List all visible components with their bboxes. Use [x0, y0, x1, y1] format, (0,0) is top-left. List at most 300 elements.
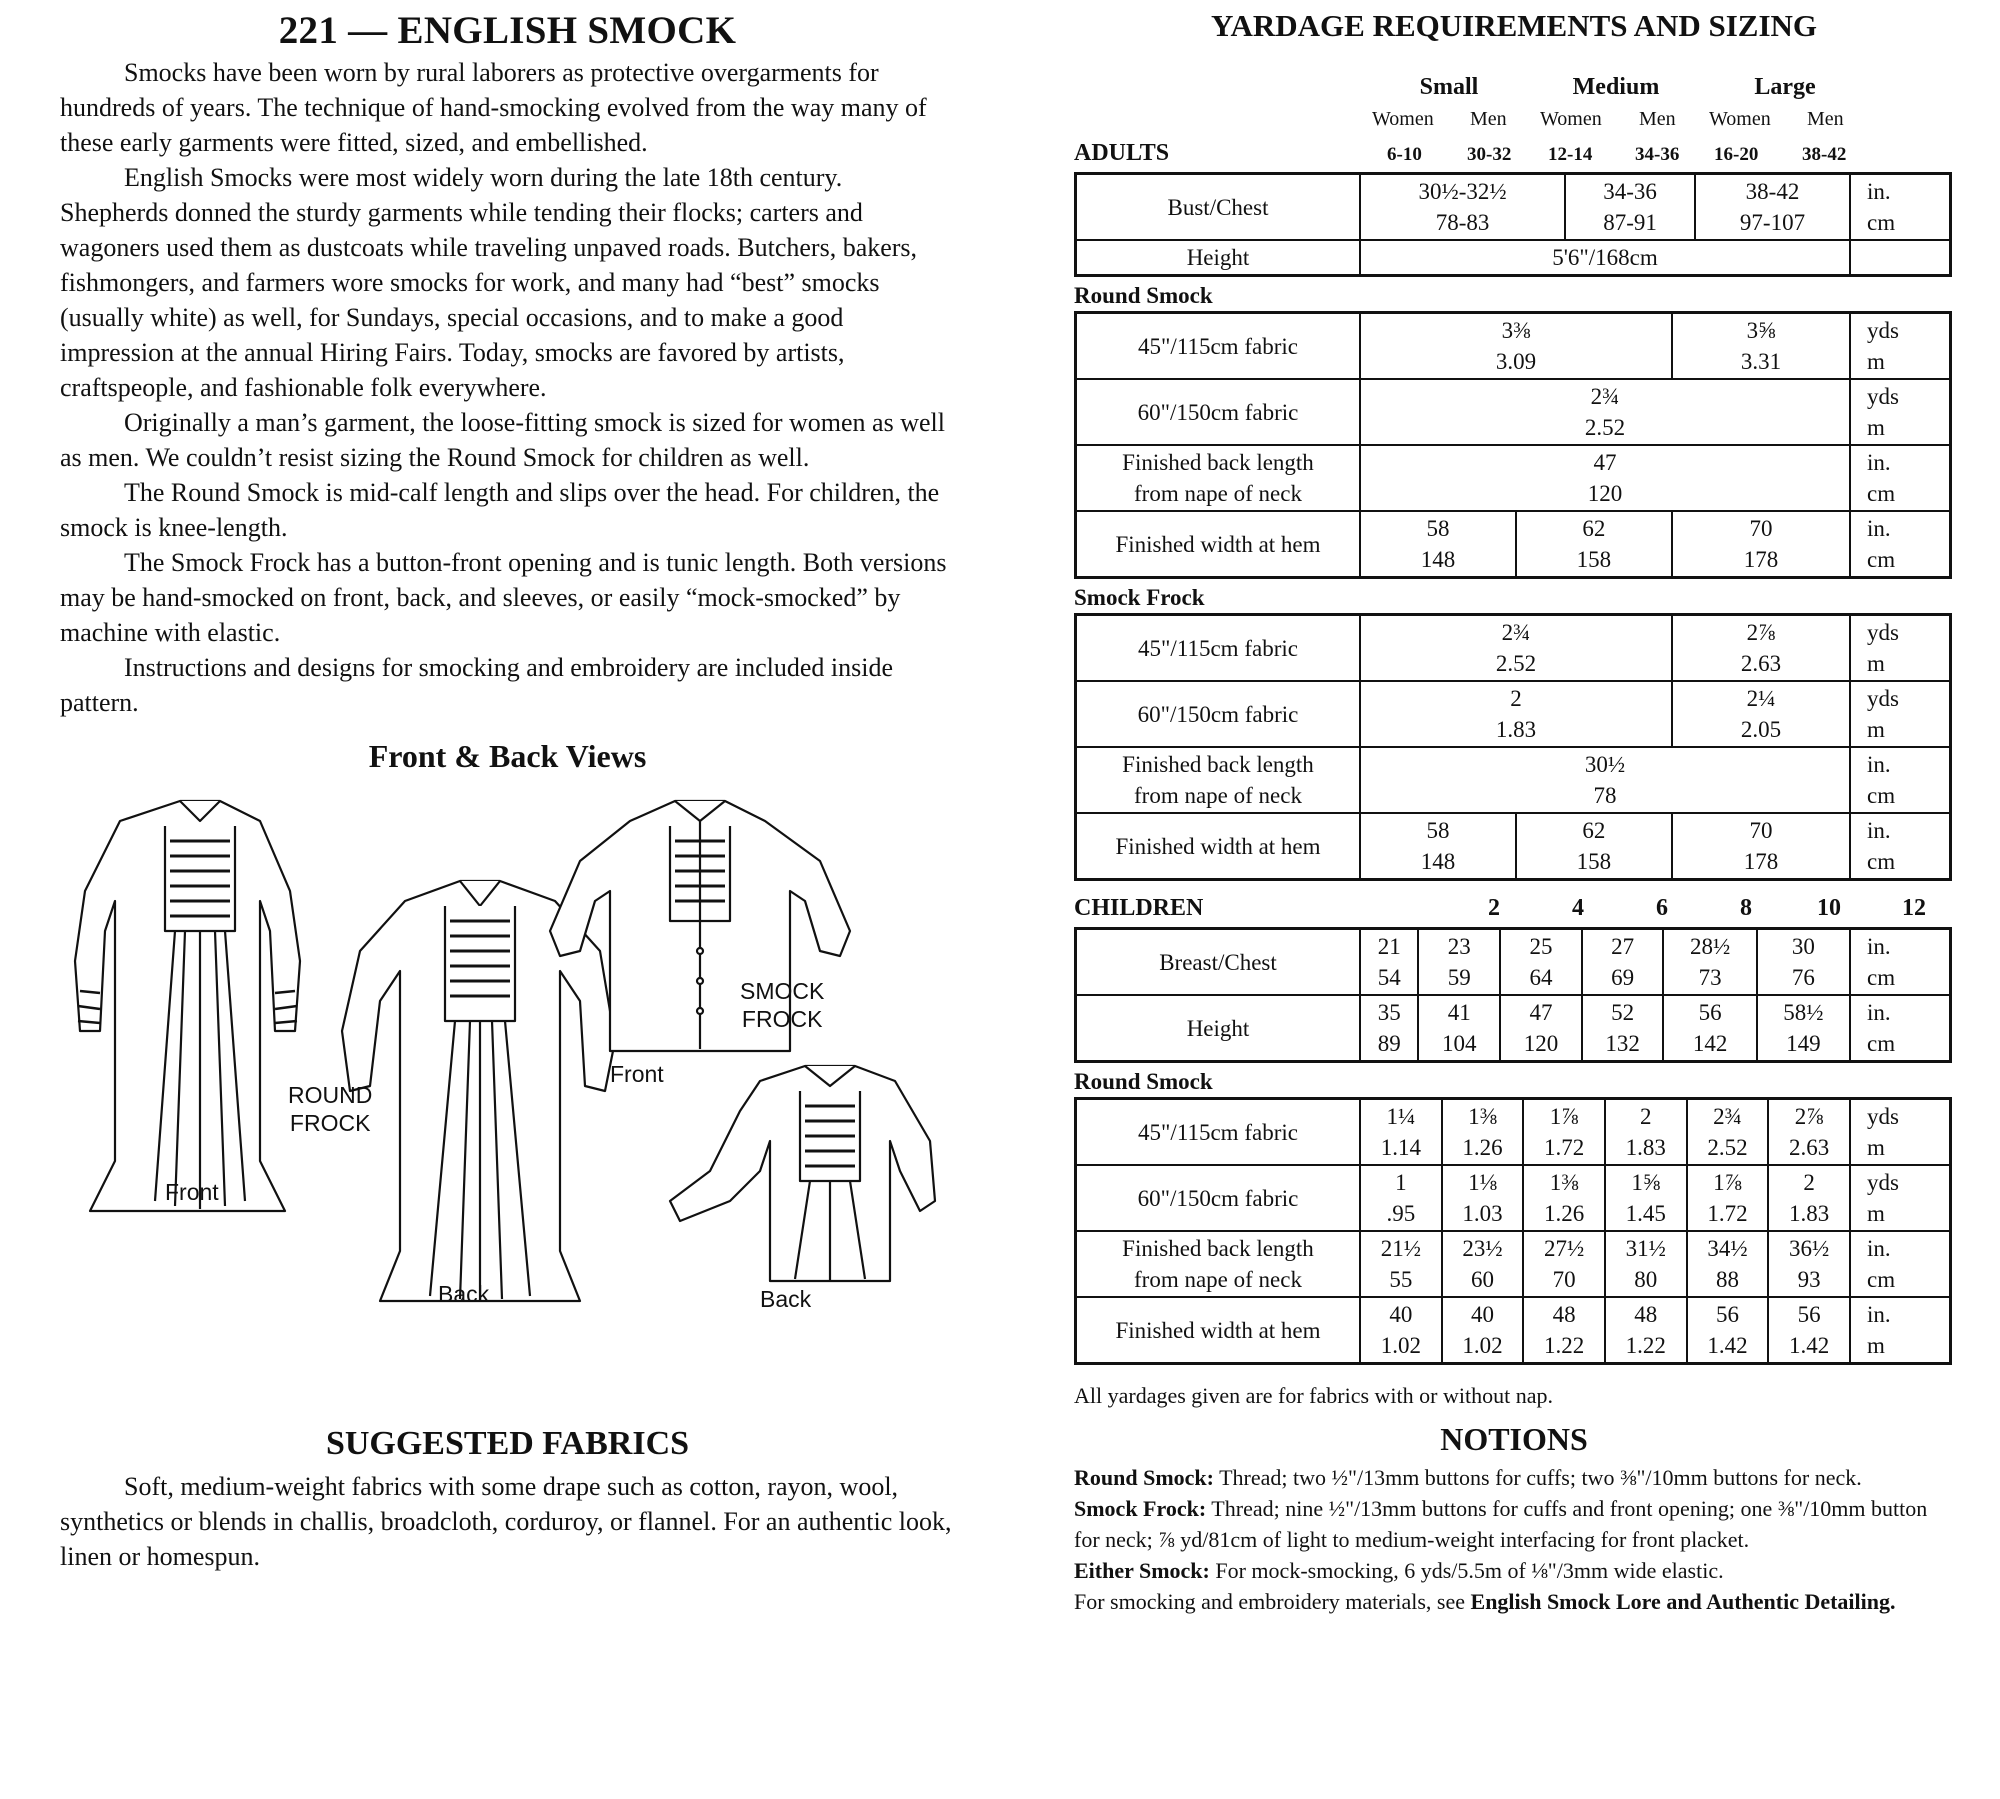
table-cell: [1582, 995, 1664, 1062]
back-length-label: [1076, 1231, 1361, 1297]
table-row: [1076, 511, 1951, 578]
cell-value: 1.22: [1544, 1333, 1585, 1358]
cell-value: 27: [1611, 934, 1635, 959]
label-line: from nape of neck: [1134, 481, 1302, 506]
cell-value: 80: [1634, 1267, 1658, 1292]
cell-value: 3.31: [1740, 349, 1782, 374]
cell-value: 2.52: [1584, 415, 1626, 440]
cell-value: 2.63: [1740, 651, 1782, 676]
table-cell: [1360, 379, 1850, 445]
cell-value: 1.26: [1462, 1135, 1503, 1160]
table-cell: [1663, 929, 1756, 996]
table-row: [1076, 615, 1951, 682]
cell-value: 48: [1634, 1302, 1658, 1327]
women-label: Women: [1709, 108, 1771, 130]
unit: cm: [1867, 547, 1896, 572]
adults-measurement-table: [1074, 172, 1952, 277]
cell-value: 25: [1529, 934, 1553, 959]
unit: in.: [1867, 450, 1891, 475]
fabric-60-label: 60"/150cm fabric: [1076, 379, 1361, 445]
unit: m: [1867, 1135, 1885, 1160]
size-range: 34-36: [1635, 144, 1680, 165]
cell-value: 2¾: [1501, 620, 1531, 645]
cell-value: 34½: [1707, 1236, 1748, 1261]
cell-value: 1⅛: [1468, 1170, 1497, 1195]
unit: yds: [1867, 384, 1899, 409]
round-front-label: Front: [165, 1179, 219, 1205]
table-cell: [1360, 174, 1565, 241]
child-size: 10: [1817, 895, 1841, 921]
unit: in.: [1867, 752, 1891, 777]
cell-value: 2.05: [1740, 717, 1782, 742]
cell-value: 149: [1786, 1031, 1821, 1056]
table-cell: [1687, 1297, 1769, 1364]
adults-label: ADULTS: [1074, 140, 1170, 166]
hem-width-label: Finished width at hem: [1076, 813, 1361, 880]
intro-paragraph: English Smocks were most widely worn during the late 18th century. Shepherds donned the sturdy garments while tending their flocks; carters and wagoners used them as dustcoats while traveling unpaved roads. Butchers, bakers, fishmongers, and farmers wore smocks for work, and many had “best” smocks (usually white) as well, for Sundays, special occasions, and to make a good impression at the annual Hiring Fairs. Today, smocks are favored by artists, craftspeople, and fashionable folk everywhere.: [60, 163, 918, 402]
table-cell: [1695, 174, 1850, 241]
table-cell: [1605, 1165, 1687, 1231]
round-frock-label-line2: FROCK: [289, 1110, 371, 1136]
unit: yds: [1867, 1170, 1899, 1195]
unit-cell: [1850, 615, 1951, 682]
children-label: CHILDREN: [1074, 895, 1204, 921]
notion-text: For smocking and embroidery materials, see: [1074, 1589, 1471, 1614]
table-cell: [1442, 1165, 1524, 1231]
cell-value: 1.26: [1544, 1201, 1585, 1226]
cell-value: 158: [1576, 547, 1612, 572]
size-medium: Medium: [1572, 74, 1660, 100]
table-cell: [1418, 929, 1500, 996]
hem-width-label: Finished width at hem: [1076, 1297, 1361, 1364]
table-cell: [1757, 929, 1850, 996]
fabrics-text: Soft, medium-weight fabrics with some drape such as cotton, rayon, wool, synthetics or blends in challis, broadcloth, corduroy, or flannel. For an authentic look, linen or homespun.: [60, 1472, 952, 1571]
cell-value: 40: [1389, 1302, 1413, 1327]
cell-value: 1⅝: [1631, 1170, 1661, 1195]
table-cell: [1672, 511, 1850, 578]
back-length-label: [1076, 747, 1361, 813]
table-cell: [1360, 313, 1672, 380]
unit: m: [1867, 1201, 1885, 1226]
table-cell: [1442, 1099, 1524, 1166]
cell-value: .95: [1386, 1201, 1416, 1226]
table-cell: [1523, 1231, 1605, 1297]
unit: cm: [1867, 965, 1896, 990]
notion-label: Smock Frock:: [1074, 1496, 1207, 1521]
table-row: [1076, 1297, 1951, 1364]
cell-value: 2¾: [1590, 384, 1620, 409]
table-cell: [1672, 313, 1850, 380]
table-cell: [1360, 615, 1672, 682]
cell-value: 1.72: [1707, 1201, 1748, 1226]
notion-text: For mock-smocking, 6 yds/5.5m of ⅛"/3mm wide elastic.: [1209, 1558, 1724, 1583]
back-length-label: [1076, 445, 1361, 511]
label-line: from nape of neck: [1134, 1267, 1302, 1292]
table-cell: [1605, 1231, 1687, 1297]
cell-value: 23½: [1462, 1236, 1503, 1261]
cell-value: 40: [1470, 1302, 1494, 1327]
child-size: 6: [1656, 895, 1668, 921]
cell-value: 178: [1743, 547, 1779, 572]
intro-paragraph: The Smock Frock has a button-front opening and is tunic length. Both versions may be hand-smocked on front, back, and sleeves, or easily “mock-smocked” by machine with elastic.: [60, 548, 947, 647]
round-smock-table: [1074, 311, 1952, 579]
smock-frock-table: [1074, 613, 1952, 881]
cell-value: 36½: [1789, 1236, 1830, 1261]
notion-label: Either Smock:: [1074, 1558, 1210, 1583]
cell-value: 93: [1797, 1267, 1821, 1292]
unit: cm: [1867, 783, 1896, 808]
cell-value: 78-83: [1435, 210, 1490, 235]
fabric-45-label: 45"/115cm fabric: [1076, 615, 1361, 682]
men-label: Men: [1807, 108, 1844, 130]
cell-value: 56: [1698, 1000, 1722, 1025]
table-cell: [1360, 1165, 1442, 1231]
unit: m: [1867, 415, 1885, 440]
round-back-label: Back: [438, 1281, 490, 1307]
cell-value: 1⅞: [1549, 1104, 1579, 1129]
table-cell: [1360, 995, 1418, 1062]
notion-text: Thread; two ½"/13mm buttons for cuffs; two ⅜"/10mm buttons for neck.: [1213, 1465, 1862, 1490]
cell-value: 3⅜: [1501, 318, 1531, 343]
table-cell: [1360, 1099, 1442, 1166]
cell-value: 34-36: [1603, 179, 1657, 204]
table-cell: [1442, 1231, 1524, 1297]
cell-value: 76: [1791, 965, 1815, 990]
round-frock-label-line1: ROUND: [288, 1082, 373, 1108]
notion-round: [1074, 1462, 1954, 1493]
cell-value: 2⅞: [1794, 1104, 1824, 1129]
garment-illustration: [60, 781, 955, 1401]
intro-paragraph: The Round Smock is mid-calf length and slips over the head. For children, the smock is knee-length.: [60, 478, 940, 542]
child-size: 4: [1572, 895, 1584, 921]
cell-value: 62: [1582, 818, 1606, 843]
cell-value: 41: [1447, 1000, 1471, 1025]
cell-value: 1.02: [1380, 1333, 1421, 1358]
table-cell: [1757, 995, 1850, 1062]
cell-value: 27½: [1544, 1236, 1585, 1261]
children-size-header: [1074, 887, 1954, 927]
table-cell: [1523, 1099, 1605, 1166]
size-range: 38-42: [1802, 144, 1847, 165]
cell-value: 2¼: [1746, 686, 1776, 711]
cell-value: 54: [1377, 965, 1401, 990]
cell-value: 89: [1377, 1031, 1401, 1056]
men-label: Men: [1470, 108, 1507, 130]
hem-width-label: Finished width at hem: [1076, 511, 1361, 578]
table-cell: [1605, 1297, 1687, 1364]
cell-value: 178: [1743, 849, 1779, 874]
table-cell: [1565, 174, 1695, 241]
notion-frock: [1074, 1493, 1954, 1555]
notion-either: [1074, 1555, 1954, 1586]
garment-drawings: [60, 781, 955, 1401]
cell-value: 58½: [1783, 1000, 1824, 1025]
cell-value: 62: [1582, 516, 1606, 541]
notion-label: Round Smock:: [1074, 1465, 1214, 1490]
cell-value: 1.22: [1625, 1333, 1666, 1358]
cell-value: 120: [1587, 481, 1623, 506]
cell-value: 87-91: [1603, 210, 1657, 235]
cell-value: 30½-32½: [1418, 179, 1507, 204]
women-label: Women: [1540, 108, 1602, 130]
table-cell: [1605, 1099, 1687, 1166]
table-cell: [1768, 1297, 1850, 1364]
notion-materials: [1074, 1586, 1954, 1617]
unit: yds: [1867, 318, 1899, 343]
smock-front-label: Front: [610, 1061, 664, 1087]
unit-cell: [1850, 681, 1951, 747]
adult-size-header: [1074, 52, 1954, 172]
intro-paragraph: Smocks have been worn by rural laborers as protective overgarments for hundreds of years. The technique of hand-smocking evolved from the way many of these early garments were fitted, sized, and embellished.: [60, 58, 927, 157]
table-cell: [1360, 681, 1672, 747]
label-line: Finished back length: [1122, 1236, 1314, 1261]
unit: yds: [1867, 1104, 1899, 1129]
cell-value: 31½: [1625, 1236, 1666, 1261]
table-cell: [1687, 1165, 1769, 1231]
cell-value: 60: [1470, 1267, 1494, 1292]
yardage-title: YARDAGE REQUIREMENTS AND SIZING: [1210, 8, 1818, 43]
size-range: 16-20: [1714, 144, 1759, 165]
cell-value: 3⅝: [1746, 318, 1776, 343]
size-range: 12-14: [1548, 144, 1593, 165]
cell-value: 1⅜: [1468, 1104, 1497, 1129]
label-line: from nape of neck: [1134, 783, 1302, 808]
views-title: Front & Back Views: [368, 738, 647, 774]
height-value: 5'6"/168cm: [1360, 240, 1850, 276]
child-size: 12: [1902, 895, 1926, 921]
cell-value: 3.09: [1495, 349, 1537, 374]
cell-value: 28½: [1689, 934, 1731, 959]
cell-value: 73: [1698, 965, 1722, 990]
cell-value: 1.03: [1462, 1201, 1503, 1226]
unit-cell: [1850, 240, 1951, 276]
fabric-45-label: 45"/115cm fabric: [1076, 313, 1361, 380]
cell-value: 1.42: [1789, 1333, 1830, 1358]
table-cell: [1360, 929, 1418, 996]
unit-cell: [1850, 379, 1951, 445]
unit-cell: [1850, 313, 1951, 380]
intro-paragraph: Instructions and designs for smocking and embroidery are included inside pattern.: [60, 653, 893, 717]
cell-value: 1.45: [1625, 1201, 1666, 1226]
cell-value: 2¾: [1713, 1104, 1742, 1129]
table-cell: [1523, 1165, 1605, 1231]
cell-value: 2: [1510, 686, 1522, 711]
size-large: Large: [1754, 74, 1816, 100]
unit-cell: [1850, 1099, 1951, 1166]
cell-value: 104: [1442, 1031, 1477, 1056]
table-row: [1076, 313, 1951, 380]
table-cell: [1418, 995, 1500, 1062]
table-cell: [1360, 813, 1516, 880]
unit-cell: [1850, 1165, 1951, 1231]
cell-value: 1.02: [1462, 1333, 1503, 1358]
cell-value: 52: [1611, 1000, 1635, 1025]
child-size: 8: [1740, 895, 1752, 921]
smock-frock-label: Smock Frock: [1074, 585, 1205, 610]
table-row: [1076, 1165, 1951, 1231]
cell-value: 2.63: [1789, 1135, 1830, 1160]
fabric-45-label: 45"/115cm fabric: [1076, 1099, 1361, 1166]
cell-value: 2.52: [1495, 651, 1537, 676]
table-cell: [1672, 681, 1850, 747]
table-cell: [1442, 1297, 1524, 1364]
table-cell: [1360, 511, 1516, 578]
cell-value: 97-107: [1739, 210, 1806, 235]
round-smock-front-drawing: [75, 801, 300, 1211]
cell-value: 59: [1447, 965, 1471, 990]
unit: yds: [1867, 686, 1899, 711]
cell-value: 35: [1377, 1000, 1401, 1025]
unit: m: [1867, 349, 1885, 374]
table-row: [1076, 240, 1951, 276]
cell-value: 148: [1420, 849, 1456, 874]
cell-value: 1.72: [1544, 1135, 1585, 1160]
smock-back-label: Back: [760, 1286, 812, 1312]
cell-value: 47: [1529, 1000, 1553, 1025]
unit-cell: [1850, 747, 1951, 813]
unit: in.: [1867, 1000, 1891, 1025]
bust-label: Bust/Chest: [1076, 174, 1361, 241]
unit: cm: [1867, 481, 1896, 506]
children-measurement-table: [1074, 927, 1952, 1063]
cell-value: 1.83: [1625, 1135, 1666, 1160]
cell-value: 120: [1523, 1031, 1559, 1056]
unit: in.: [1867, 934, 1891, 959]
cell-value: 1.83: [1789, 1201, 1830, 1226]
unit: in.: [1867, 1236, 1891, 1261]
table-row: [1076, 681, 1951, 747]
cell-value: 88: [1715, 1267, 1739, 1292]
table-cell: [1360, 1231, 1442, 1297]
table-row: [1076, 929, 1951, 996]
intro-text: [60, 55, 955, 720]
children-round-smock-table: [1074, 1097, 1952, 1365]
left-column: [60, 8, 955, 1574]
cell-value: 30½: [1584, 752, 1626, 777]
notions-block: [1074, 1462, 1954, 1617]
table-cell: [1768, 1231, 1850, 1297]
notions-title: NOTIONS: [1440, 1421, 1588, 1457]
cell-value: 1: [1395, 1170, 1407, 1195]
unit-cell: [1850, 1297, 1951, 1364]
cell-value: 38-42: [1745, 179, 1800, 204]
cell-value: 23: [1447, 934, 1471, 959]
cell-value: 142: [1692, 1031, 1728, 1056]
cell-value: 21: [1377, 934, 1401, 959]
unit-cell: [1850, 813, 1951, 880]
cell-value: 56: [1715, 1302, 1739, 1327]
unit: m: [1867, 1333, 1885, 1358]
unit: cm: [1867, 849, 1896, 874]
children-round-smock-label: Round Smock: [1074, 1069, 1213, 1094]
intro-paragraph: Originally a man’s garment, the loose-fitting smock is sized for women as well as men. We couldn’t resist sizing the Round Smock for children as well.: [60, 408, 945, 472]
table-cell: [1687, 1231, 1769, 1297]
breast-label: Breast/Chest: [1076, 929, 1361, 996]
round-frock-label: [288, 1081, 372, 1137]
label-line: Finished back length: [1122, 752, 1314, 777]
table-cell: [1360, 747, 1850, 813]
size-range: 30-32: [1467, 144, 1512, 165]
notion-text: Thread; nine ½"/13mm buttons for cuffs and front opening; one ⅜"/10mm button for neck; ⅞ yd/81cm of light to medium-weight interfacing for front placket.: [1074, 1496, 1928, 1552]
smock-frock-label-line2: FROCK: [741, 1006, 823, 1032]
cell-value: 148: [1420, 547, 1456, 572]
unit-cell: [1850, 445, 1951, 511]
table-cell: [1768, 1099, 1850, 1166]
cell-value: 70: [1749, 818, 1773, 843]
cell-value: 1.83: [1495, 717, 1537, 742]
table-row: [1076, 1099, 1951, 1166]
right-column: [1074, 8, 1954, 1617]
unit-cell: [1850, 174, 1951, 241]
unit-cell: [1850, 995, 1951, 1062]
fabric-60-label: 60"/150cm fabric: [1076, 681, 1361, 747]
unit: m: [1867, 717, 1885, 742]
unit-cell: [1850, 929, 1951, 996]
round-smock-label: Round Smock: [1074, 283, 1213, 308]
table-cell: [1672, 615, 1850, 682]
unit-cell: [1850, 1231, 1951, 1297]
height-label: Height: [1076, 995, 1361, 1062]
label-line: Finished back length: [1122, 450, 1314, 475]
cell-value: 56: [1797, 1302, 1821, 1327]
table-cell: [1500, 929, 1582, 996]
table-cell: [1687, 1099, 1769, 1166]
cell-value: 2: [1803, 1170, 1815, 1195]
cell-value: 2.52: [1707, 1135, 1748, 1160]
table-cell: [1500, 995, 1582, 1062]
cell-value: 58: [1426, 818, 1450, 843]
table-row: [1076, 995, 1951, 1062]
unit: cm: [1867, 1267, 1896, 1292]
unit: in.: [1867, 179, 1891, 204]
fabrics-text-block: [60, 1469, 955, 1574]
cell-value: 47: [1593, 450, 1617, 475]
cell-value: 64: [1529, 965, 1553, 990]
notion-reference: English Smock Lore and Authentic Detailing: [1470, 1589, 1891, 1614]
cell-value: 2: [1640, 1104, 1652, 1129]
table-cell: [1768, 1165, 1850, 1231]
cell-value: 70: [1552, 1267, 1576, 1292]
table-cell: [1523, 1297, 1605, 1364]
page-title: 221 — ENGLISH SMOCK: [278, 9, 737, 52]
cell-value: 1⅞: [1713, 1170, 1742, 1195]
men-label: Men: [1639, 108, 1676, 130]
cell-value: 1¼: [1386, 1104, 1416, 1129]
unit: in.: [1867, 818, 1891, 843]
cell-value: 1.42: [1707, 1333, 1748, 1358]
table-cell: [1360, 1297, 1442, 1364]
unit: in.: [1867, 1302, 1891, 1327]
cell-value: 48: [1552, 1302, 1576, 1327]
cell-value: 55: [1389, 1267, 1413, 1292]
women-label: Women: [1372, 108, 1434, 130]
unit: in.: [1867, 516, 1891, 541]
table-row: [1076, 1231, 1951, 1297]
table-row: [1076, 445, 1951, 511]
table-row: [1076, 174, 1951, 241]
smock-frock-label: [740, 977, 824, 1033]
cell-value: 158: [1576, 849, 1612, 874]
table-cell: [1672, 813, 1850, 880]
cell-value: 30: [1791, 934, 1815, 959]
table-row: [1076, 379, 1951, 445]
unit: cm: [1867, 1031, 1896, 1056]
height-label: Height: [1076, 240, 1361, 276]
table-row: [1076, 813, 1951, 880]
table-cell: [1516, 813, 1672, 880]
cell-value: 69: [1611, 965, 1635, 990]
size-small: Small: [1419, 74, 1479, 100]
